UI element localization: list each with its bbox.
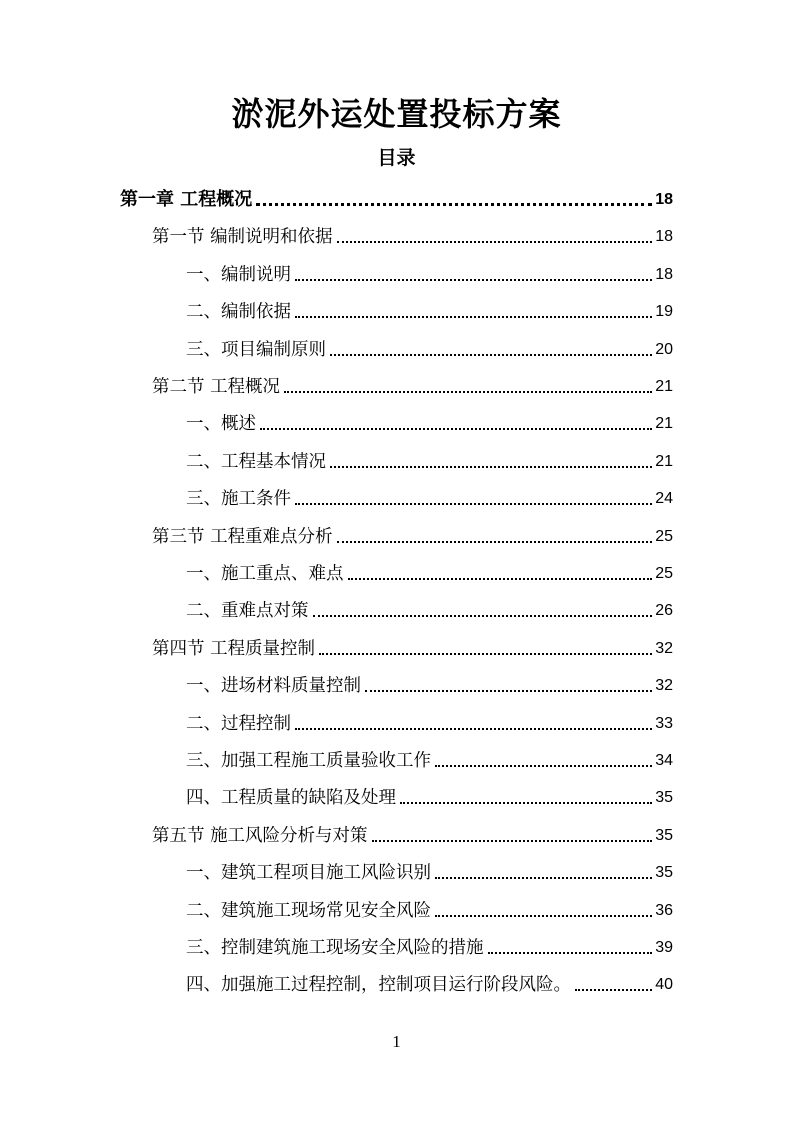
toc-entry-label: 一、编制说明 <box>186 264 291 285</box>
toc-entry-label: 四、工程质量的缺陷及处理 <box>186 788 396 809</box>
toc-entry-label: 第一章 工程概况 <box>120 189 253 210</box>
toc-entry-label: 二、重难点对策 <box>186 601 309 622</box>
toc-dot-leader <box>337 240 653 243</box>
toc-entry[interactable] <box>186 438 673 474</box>
toc-dot-leader <box>330 353 652 356</box>
toc-entry[interactable] <box>186 737 673 773</box>
toc-dot-leader <box>313 614 653 617</box>
toc-dot-leader <box>348 577 653 580</box>
toc-entry-label: 三、控制建筑施工现场安全风险的措施 <box>186 938 484 958</box>
toc-entry[interactable] <box>186 961 673 997</box>
toc-entry-page: 26 <box>655 602 673 620</box>
toc-entry[interactable] <box>186 887 673 923</box>
page-number: 1 <box>392 1032 401 1051</box>
toc-dot-leader <box>400 801 652 804</box>
toc-dot-leader <box>295 502 652 505</box>
toc-dot-leader <box>488 951 653 954</box>
toc-entry[interactable] <box>186 924 673 960</box>
toc-entry[interactable] <box>152 812 673 848</box>
toc-entry-page: 36 <box>655 901 673 919</box>
toc-entry-label: 二、编制依据 <box>186 302 291 323</box>
toc-entry[interactable] <box>152 363 673 399</box>
toc-entry-page: 19 <box>655 303 673 321</box>
toc-entry[interactable] <box>152 513 673 549</box>
toc-entry-label: 三、施工条件 <box>186 489 291 510</box>
toc-dot-leader <box>260 427 652 430</box>
toc-dot-leader <box>319 652 652 655</box>
toc-entry-page: 34 <box>655 752 673 769</box>
toc-entry-label: 一、进场材料质量控制 <box>186 676 361 697</box>
toc-entry[interactable] <box>120 176 673 212</box>
toc-entry[interactable] <box>186 849 673 885</box>
toc-entry-label: 三、项目编制原则 <box>186 339 326 360</box>
toc-entry-page: 35 <box>655 789 673 807</box>
toc-entry-page: 24 <box>655 490 673 508</box>
toc-entry[interactable] <box>186 662 673 698</box>
toc-entry[interactable] <box>186 700 673 736</box>
toc-entry-label: 第三节 工程重难点分析 <box>152 526 333 547</box>
toc-entry[interactable] <box>186 587 673 623</box>
toc-entry[interactable] <box>186 774 673 810</box>
toc-entry-page: 21 <box>655 378 673 395</box>
toc-entry-label: 第五节 施工风险分析与对策 <box>152 825 368 846</box>
toc-entry[interactable] <box>186 326 673 362</box>
toc-entry-page: 35 <box>655 864 673 882</box>
toc-dot-leader <box>256 202 652 206</box>
toc-entry-page: 35 <box>655 826 673 844</box>
toc-entry-page: 21 <box>655 415 673 433</box>
toc-entry-page: 39 <box>655 939 673 956</box>
toc-entry-label: 二、建筑施工现场常见安全风险 <box>186 900 431 921</box>
toc-dot-leader <box>284 390 652 393</box>
toc-dot-leader <box>295 315 652 318</box>
toc-entry-label: 一、施工重点、难点 <box>186 564 344 584</box>
toc-entry[interactable] <box>186 400 673 436</box>
toc-entry-page: 40 <box>655 976 673 994</box>
toc-dot-leader <box>435 876 652 879</box>
toc-entry-page: 18 <box>655 191 673 208</box>
toc-entry-page: 18 <box>655 228 673 246</box>
toc-entry-page: 18 <box>655 265 673 283</box>
toc-entry[interactable] <box>186 475 673 511</box>
toc-entry-page: 32 <box>655 677 673 695</box>
toc-entry[interactable] <box>186 251 673 287</box>
toc-entry[interactable] <box>152 625 673 661</box>
toc-dot-leader <box>435 764 652 767</box>
toc-entry-label: 一、概述 <box>186 414 256 435</box>
toc-dot-leader <box>295 727 652 730</box>
toc-entry-label: 第四节 工程质量控制 <box>152 638 316 659</box>
toc-entry-label: 第一节 编制说明和依据 <box>152 227 333 248</box>
toc-entry-label: 第二节 工程概况 <box>152 377 281 397</box>
document-title: 淤泥外运处置投标方案 <box>231 95 562 133</box>
toc-entry-page: 33 <box>655 714 673 732</box>
toc-entry-page: 25 <box>655 527 673 545</box>
toc-dot-leader <box>337 540 653 543</box>
toc-dot-leader <box>330 465 652 468</box>
toc-entry-page: 25 <box>655 565 673 582</box>
toc-entry-page: 20 <box>655 340 673 358</box>
toc-heading: 目录 <box>377 147 416 169</box>
toc-dot-leader <box>575 988 652 991</box>
toc-entry-label: 三、加强工程施工质量验收工作 <box>186 751 431 771</box>
toc-entry-page: 32 <box>655 639 673 657</box>
toc-dot-leader <box>295 278 652 281</box>
toc-entry-label: 二、工程基本情况 <box>186 451 326 472</box>
toc-dot-leader <box>365 689 652 692</box>
toc-entry-label: 二、过程控制 <box>186 713 291 734</box>
toc-entry-page: 21 <box>655 452 673 470</box>
toc-entry[interactable] <box>186 550 673 586</box>
toc-entry-label: 一、建筑工程项目施工风险识别 <box>186 863 431 884</box>
toc-dot-leader <box>435 914 652 917</box>
toc-entry[interactable] <box>152 213 673 249</box>
toc-entry[interactable] <box>186 288 673 324</box>
toc-entry-label: 四、加强施工过程控制，控制项目运行阶段风险。 <box>186 975 571 996</box>
toc-dot-leader <box>372 839 653 842</box>
